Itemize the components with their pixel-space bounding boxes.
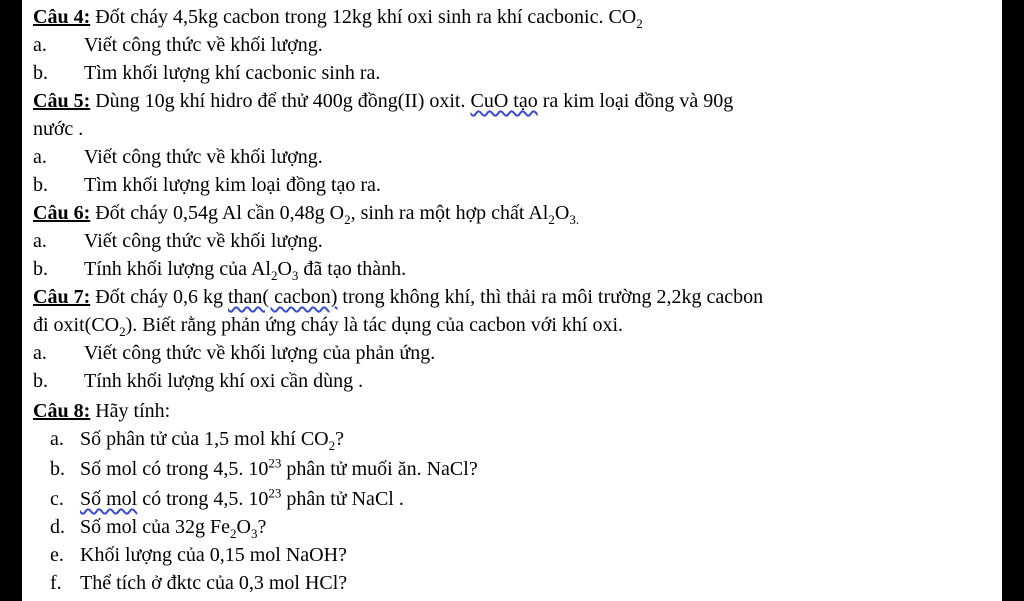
q4-a-label: a. — [33, 34, 47, 56]
q5-text1: Dùng 10g khí hidro để thử 400g đồng(II) oxit. — [90, 90, 471, 112]
q7-text2: trong không khí, thì thải ra môi trường 2,2kg cacbon — [337, 286, 764, 308]
q8-item-sub: 2 — [328, 438, 336, 453]
q7-sub: 2 — [119, 324, 126, 339]
q5-heading: Câu 5: — [33, 90, 91, 112]
q4-line — [33, 5, 643, 29]
q8-item-label: d. — [50, 516, 65, 538]
q8-item-sup: 23 — [268, 485, 282, 501]
q6-sub3: 3. — [569, 212, 580, 227]
q8-item-text: có trong 4,5. 10 — [137, 488, 269, 510]
document-page — [22, 0, 1002, 601]
q8-line — [33, 399, 170, 423]
q6-b-label: b. — [33, 258, 48, 280]
q5-text2: ra kim loại đồng và 90g — [537, 90, 734, 112]
q5-a-text: Viết công thức về khối lượng. — [84, 146, 323, 168]
q6-text1: Đốt cháy 0,54g Al cần 0,48g O — [90, 202, 345, 224]
q7-text4: ). Biết rằng phản ứng cháy là tác dụng của cacbon với khí oxi. — [125, 314, 623, 336]
q8-item-text3: ? — [257, 516, 267, 538]
q6-b-text1: Tính khối lượng của Al — [84, 258, 271, 280]
q6-a-label: a. — [33, 230, 47, 252]
q6-b-sub1: 2 — [270, 268, 278, 283]
q4-text: Đốt cháy 4,5kg cacbon trong 12kg khí oxi sinh ra khí cacbonic. CO — [90, 6, 637, 28]
q5-b-text: Tìm khối lượng kim loại đồng tạo ra. — [84, 174, 381, 196]
q7-a-label: a. — [33, 342, 47, 364]
q4-heading: Câu 4: — [33, 6, 91, 28]
q6-b — [33, 257, 406, 281]
q5-line — [33, 89, 733, 113]
q7-text1: Đốt cháy 0,6 kg — [90, 286, 228, 308]
q8-item-a — [50, 427, 344, 451]
q8-item-label: f. — [50, 572, 62, 594]
q7-a — [33, 341, 435, 365]
q6-text2: , sinh ra một hợp chất Al — [350, 202, 549, 224]
q8-item-label: c. — [50, 488, 64, 510]
q8-item-text: Khối lượng của 0,15 mol NaOH? — [80, 544, 347, 566]
q4-sub: 2 — [636, 16, 643, 31]
q8-item-text2: O — [236, 516, 251, 538]
q4-a-text: Viết công thức về khối lượng. — [84, 34, 323, 56]
q8-item-text2: phân tử muối ăn. NaCl? — [281, 458, 478, 480]
q5-a-label: a. — [33, 146, 47, 168]
q8-item-text: Thể tích ở đktc của 0,3 mol HCl? — [80, 572, 348, 594]
q8-item-text: Số phân tử của 1,5 mol khí CO — [80, 428, 329, 450]
q5-line2 — [33, 117, 83, 141]
q4-b-label: b. — [33, 62, 48, 84]
q8-item-d — [50, 515, 266, 539]
q6-a — [33, 229, 323, 253]
q4-b-text: Tìm khối lượng khí cacbonic sinh ra. — [84, 62, 381, 84]
q8-item-text: Số mol có trong 4,5. 10 — [80, 458, 269, 480]
q8-item-text: Số mol của 32g Fe — [80, 516, 230, 538]
q7-a-text: Viết công thức về khối lượng của phản ứng. — [84, 342, 436, 364]
q8-item-wavy: Số mol — [80, 488, 138, 510]
q8-item-label: b. — [50, 458, 65, 480]
q5-b-label: b. — [33, 174, 48, 196]
q5-b — [33, 173, 381, 197]
q7-line — [33, 285, 763, 309]
q7-b — [33, 369, 363, 393]
q8-item-c — [50, 487, 404, 511]
q8-item-b — [50, 457, 478, 481]
q8-item-label: a. — [50, 428, 64, 450]
q8-item-sup: 23 — [268, 455, 282, 471]
q6-text3: O — [554, 202, 570, 224]
q8-heading: Câu 8: — [33, 400, 91, 422]
q8-item-sub: 2 — [230, 526, 237, 541]
q5-text3: nước . — [33, 118, 84, 140]
right-black-border — [1002, 0, 1024, 601]
q8-item-e — [50, 543, 347, 567]
q8-item-label: e. — [50, 544, 64, 566]
q7-b-label: b. — [33, 370, 48, 392]
q7-wavy-text: than( cacbon) — [228, 286, 338, 308]
q6-a-text: Viết công thức về khối lượng. — [84, 230, 323, 252]
q6-b-sub2: 3 — [291, 268, 299, 283]
q5-wavy-text: CuO tạo — [470, 90, 538, 112]
q5-a — [33, 145, 323, 169]
q7-text3: đi oxit(CO — [33, 314, 120, 336]
q7-heading: Câu 7: — [33, 286, 91, 308]
q8-item-f — [50, 571, 347, 595]
q7-b-text: Tính khối lượng khí oxi cần dùng . — [84, 370, 364, 392]
q6-sub1: 2 — [344, 212, 351, 227]
q4-a — [33, 33, 323, 57]
q8-item-text2: ? — [335, 428, 344, 450]
q8-text: Hãy tính: — [90, 400, 171, 422]
q6-heading: Câu 6: — [33, 202, 91, 224]
q4-b — [33, 61, 380, 85]
q6-b-text3: đã tạo thành. — [298, 258, 407, 280]
q7-line2 — [33, 313, 623, 337]
q6-line — [33, 201, 579, 225]
q8-item-text2: phân tử NaCl . — [281, 488, 404, 510]
q8-item-sub2: 3 — [250, 526, 258, 541]
left-black-border — [0, 0, 22, 601]
q6-sub2: 2 — [548, 212, 555, 227]
q6-b-text2: O — [277, 258, 292, 280]
